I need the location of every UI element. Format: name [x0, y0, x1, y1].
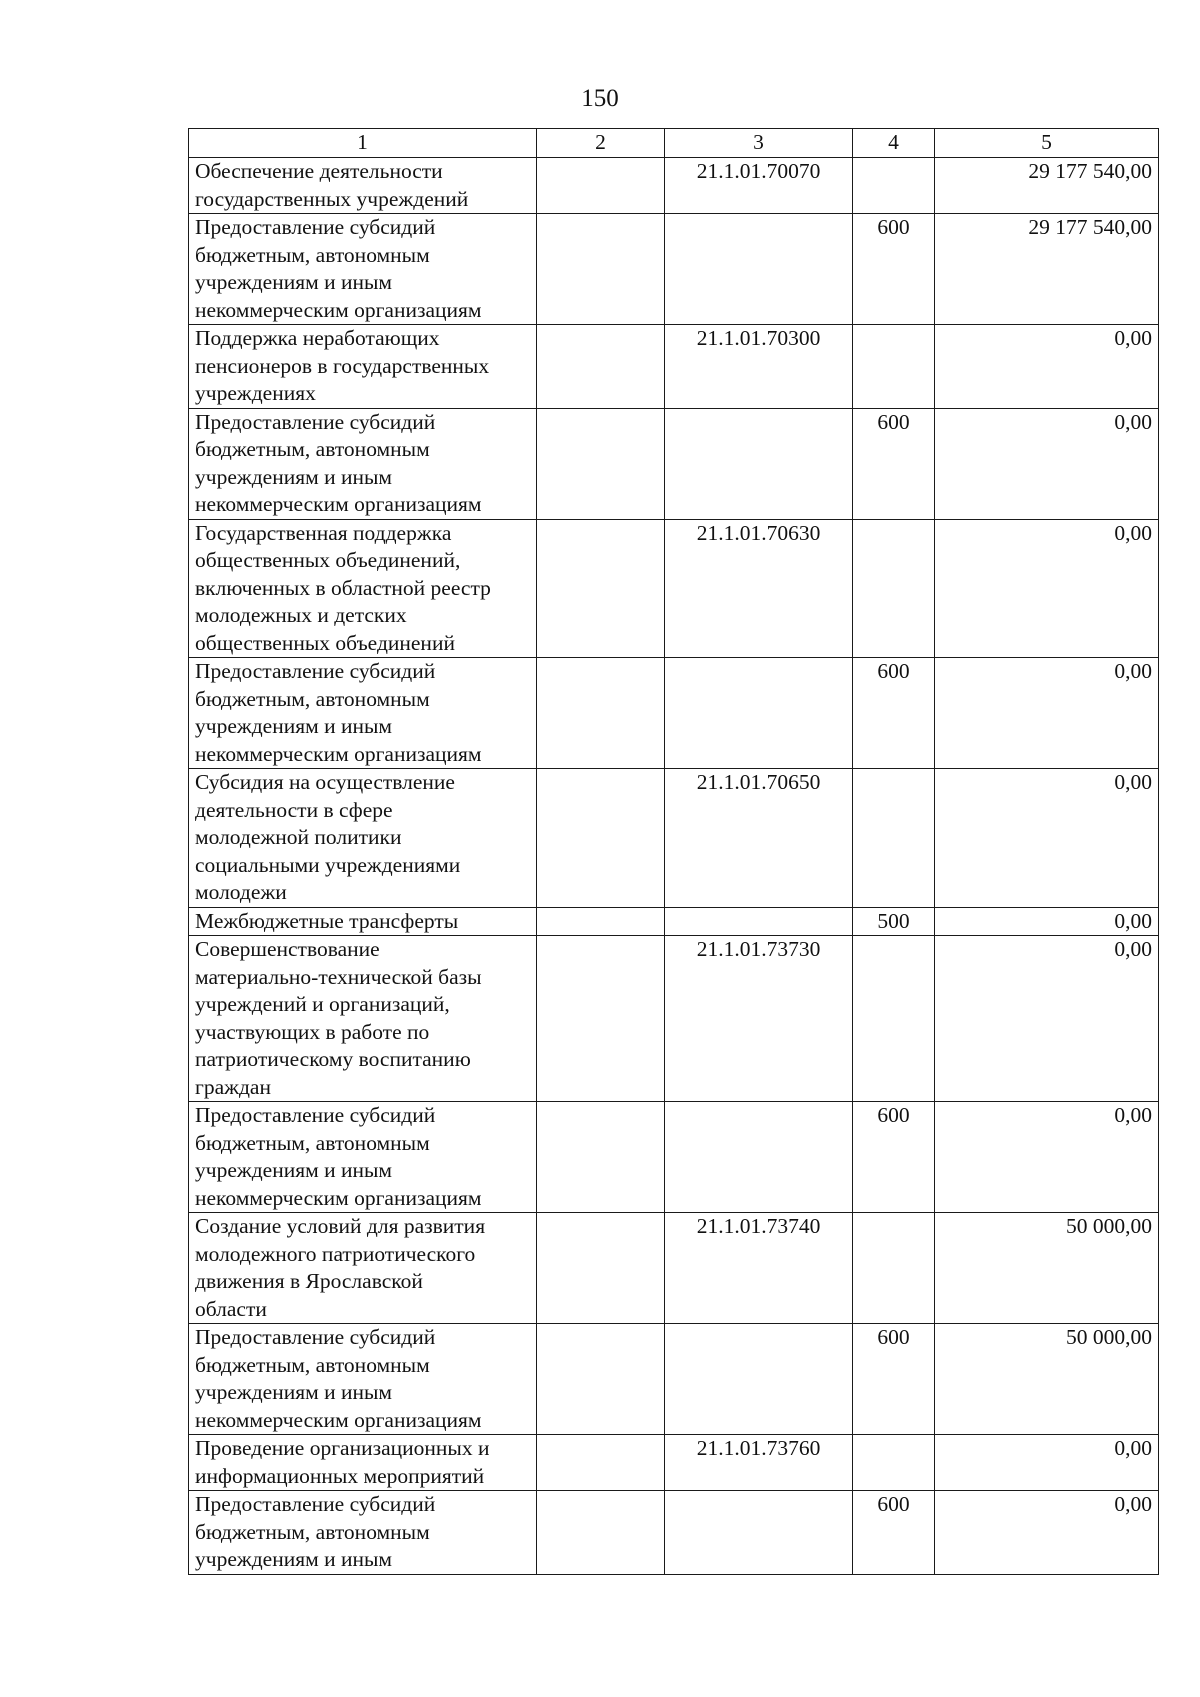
row-code-cell: 21.1.01.70630 [665, 519, 853, 658]
table-row [189, 519, 1159, 658]
row-type-cell: 600 [853, 658, 935, 769]
row-sum-cell: 0,00 [935, 1435, 1159, 1491]
row-code-cell [665, 1102, 853, 1213]
header-cell-4: 4 [853, 129, 935, 158]
row-sum-cell: 0,00 [935, 325, 1159, 409]
row-col2-cell [537, 408, 665, 519]
row-code-cell [665, 1491, 853, 1575]
row-type-cell: 500 [853, 907, 935, 936]
row-name-cell: Обеспечение деятельности государственных учреждений [189, 158, 537, 214]
row-code-cell [665, 1324, 853, 1435]
row-type-cell: 600 [853, 1324, 935, 1435]
header-cell-2: 2 [537, 129, 665, 158]
row-type-cell [853, 158, 935, 214]
row-col2-cell [537, 769, 665, 908]
row-type-cell: 600 [853, 408, 935, 519]
row-sum-cell: 0,00 [935, 936, 1159, 1102]
table-row [189, 1491, 1159, 1575]
row-sum-cell: 0,00 [935, 1102, 1159, 1213]
table-row [189, 907, 1159, 936]
row-sum-cell: 29 177 540,00 [935, 214, 1159, 325]
row-name-cell: Предоставление субсидий бюджетным, автономным учреждениям и иным [189, 1491, 537, 1575]
table-row [189, 325, 1159, 409]
row-type-cell: 600 [853, 1491, 935, 1575]
row-type-cell [853, 325, 935, 409]
table-row [189, 1324, 1159, 1435]
header-cell-3: 3 [665, 129, 853, 158]
row-col2-cell [537, 519, 665, 658]
row-code-cell [665, 214, 853, 325]
row-name-cell: Предоставление субсидий бюджетным, автономным учреждениям и иным некоммерческим организациям [189, 408, 537, 519]
header-cell-1: 1 [189, 129, 537, 158]
row-sum-cell: 0,00 [935, 408, 1159, 519]
row-code-cell [665, 907, 853, 936]
row-code-cell: 21.1.01.70650 [665, 769, 853, 908]
row-col2-cell [537, 158, 665, 214]
row-type-cell: 600 [853, 1102, 935, 1213]
row-name-cell: Совершенствование материально-технической базы учреждений и организаций, участвующих в работе по патриотическому воспитанию граждан [189, 936, 537, 1102]
row-col2-cell [537, 1102, 665, 1213]
row-code-cell: 21.1.01.70300 [665, 325, 853, 409]
row-sum-cell: 50 000,00 [935, 1213, 1159, 1324]
table-row [189, 214, 1159, 325]
row-type-cell [853, 936, 935, 1102]
row-col2-cell [537, 1324, 665, 1435]
row-col2-cell [537, 325, 665, 409]
header-cell-5: 5 [935, 129, 1159, 158]
row-type-cell [853, 1435, 935, 1491]
row-col2-cell [537, 658, 665, 769]
row-code-cell: 21.1.01.70070 [665, 158, 853, 214]
row-name-cell: Предоставление субсидий бюджетным, автономным учреждениям и иным некоммерческим организациям [189, 1102, 537, 1213]
row-col2-cell [537, 1435, 665, 1491]
table-row [189, 158, 1159, 214]
table-row [189, 408, 1159, 519]
row-col2-cell [537, 936, 665, 1102]
row-type-cell [853, 769, 935, 908]
budget-table [188, 128, 1159, 1575]
row-name-cell: Субсидия на осуществление деятельности в сфере молодежной политики социальными учреждениями молодежи [189, 769, 537, 908]
row-col2-cell [537, 1491, 665, 1575]
row-type-cell: 600 [853, 214, 935, 325]
row-name-cell: Поддержка неработающих пенсионеров в государственных учреждениях [189, 325, 537, 409]
row-name-cell: Межбюджетные трансферты [189, 907, 537, 936]
row-name-cell: Предоставление субсидий бюджетным, автономным учреждениям и иным некоммерческим организациям [189, 658, 537, 769]
row-code-cell [665, 658, 853, 769]
row-sum-cell: 50 000,00 [935, 1324, 1159, 1435]
table-row [189, 936, 1159, 1102]
row-name-cell: Создание условий для развития молодежного патриотического движения в Ярославской области [189, 1213, 537, 1324]
row-name-cell: Предоставление субсидий бюджетным, автономным учреждениям и иным некоммерческим организациям [189, 214, 537, 325]
row-col2-cell [537, 907, 665, 936]
row-code-cell [665, 408, 853, 519]
row-sum-cell: 0,00 [935, 769, 1159, 908]
row-type-cell [853, 519, 935, 658]
row-code-cell: 21.1.01.73730 [665, 936, 853, 1102]
row-col2-cell [537, 1213, 665, 1324]
row-code-cell: 21.1.01.73760 [665, 1435, 853, 1491]
table-row [189, 1213, 1159, 1324]
table-row [189, 769, 1159, 908]
row-sum-cell: 0,00 [935, 658, 1159, 769]
table-body [189, 158, 1159, 1575]
row-col2-cell [537, 214, 665, 325]
row-sum-cell: 0,00 [935, 907, 1159, 936]
row-sum-cell: 0,00 [935, 1491, 1159, 1575]
header-row [189, 129, 1159, 158]
row-name-cell: Проведение организационных и информационных мероприятий [189, 1435, 537, 1491]
row-name-cell: Предоставление субсидий бюджетным, автономным учреждениям и иным некоммерческим организациям [189, 1324, 537, 1435]
row-sum-cell: 29 177 540,00 [935, 158, 1159, 214]
row-sum-cell: 0,00 [935, 519, 1159, 658]
row-name-cell: Государственная поддержка общественных объединений, включенных в областной реестр молодежных и детских общественных объединений [189, 519, 537, 658]
page-number: 150 [581, 85, 619, 112]
table-row [189, 658, 1159, 769]
row-type-cell [853, 1213, 935, 1324]
row-code-cell: 21.1.01.73740 [665, 1213, 853, 1324]
table-row [189, 1102, 1159, 1213]
table-row [189, 1435, 1159, 1491]
